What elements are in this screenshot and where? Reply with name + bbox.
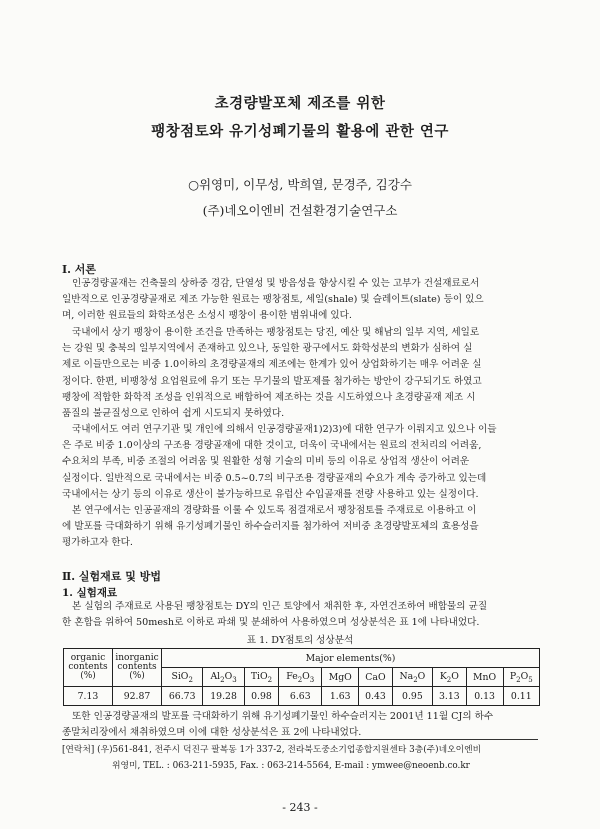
- table-row: [64, 687, 540, 706]
- text-line: 인공경량골재는 건축물의 상하중 경감, 단열성 및 방음성을 향상시킬 수 있는 고부가 건설재료로서: [72, 278, 480, 289]
- header-inorganic: inorganic contents (%): [113, 649, 162, 687]
- element-header: $Fe_2O_3$: [279, 668, 322, 687]
- organic-value: 7.13: [64, 687, 113, 706]
- element-value: 66.73: [162, 687, 203, 706]
- text-line: 일반적으로 인공경량골재로 제조 가능한 원료는 팽창점토, 세일(shale) 및 슬레이트(slate) 등이 있으: [62, 294, 484, 306]
- text-line: 국내에서도 여러 연구기관 및 개인에 의해서 인공경량골재1)2)3)에 대한 연구가 이뤄지고 있으나 이들: [72, 424, 497, 435]
- footnote-divider: [62, 739, 538, 740]
- element-header: $P_2O_5$: [503, 668, 539, 687]
- element-value: 0.98: [244, 687, 278, 706]
- element-value: 0.11: [503, 687, 539, 706]
- inorganic-value: 92.87: [113, 687, 162, 706]
- intro-paragraph-4: [62, 503, 546, 552]
- table-caption: 표 1. DY점토의 성상분석: [246, 635, 354, 646]
- subsection-heading-materials: 1. 실험재료: [62, 587, 118, 599]
- author-list: ○위영미, 이무성, 박희열, 문경주, 김강수: [188, 177, 412, 192]
- element-header: TiO$_2$: [244, 668, 278, 687]
- text-line: 은 주로 비중 1.0이상의 구조용 경량골재에 대한 것이고, 더욱이 국내에서는 원료의 전처리의 어려움,: [62, 440, 482, 452]
- contact-line-2: 위영미, TEL. : 063-211-5935, Fax. : 063-214-5564, E-mail : ymwee@neoenb.co.kr: [112, 761, 470, 771]
- section-heading-methods: Ⅱ. 실험재료 및 방법: [62, 570, 161, 583]
- header-organic: organic contents (%): [64, 649, 113, 687]
- element-header: $K_2O$: [433, 668, 467, 687]
- text-line: 며, 이러한 원료들의 화학조성은 소성시 팽창이 용이한 범위내에 있다.: [62, 310, 352, 322]
- paper-title-line1: 초경량발포체 제조를 위한: [214, 95, 386, 112]
- page-number: - 243 -: [282, 801, 318, 814]
- text-line: 제로 이들만으로는 비중 1.0이하의 초경량골재의 제조에는 한계가 있어 상업화하기는 매우 어려운 실: [62, 359, 482, 371]
- element-value: 19.28: [203, 687, 244, 706]
- element-value: 0.95: [392, 687, 432, 706]
- element-value: 3.13: [433, 687, 467, 706]
- text-line: 에 발포를 극대화하기 위해 유기성폐기물인 하수슬러지를 첨가하여 저비중 초경량발포체의 효용성을: [62, 521, 479, 533]
- element-header: SiO$_2$: [162, 668, 203, 687]
- text-line: 또한 인공경량골재의 발포를 극대화하기 위해 유기성폐기물인 하수슬러지는 2001년 11월 CJ의 하수: [72, 711, 494, 722]
- element-value: 0.13: [466, 687, 503, 706]
- text-line: 본 실험의 주재료로 사용된 팽창점토는 DY의 인근 토양에서 채취한 후, 자연건조하여 배합물의 균질: [72, 601, 488, 612]
- text-line: 국내에서는 상기 등의 이유로 생산이 불가능하므로 유럽산 수입골재를 전량 사용하고 있는 실정이다.: [62, 488, 479, 500]
- element-header: $Al_2O_3$: [203, 668, 244, 687]
- contact-line-1: [연락처] (우)561-841, 전주시 덕진구 팔복동 1가 337-2, 전라북도중소기업종합지원센타 3층(주)네오이엔비: [62, 745, 482, 755]
- text-line: 한 혼합을 위하여 50mesh로 이하로 파쇄 및 분쇄하여 사용하였으며 성상분석은 표 1에 나타내었다.: [62, 617, 480, 629]
- intro-paragraph-1: [62, 276, 546, 325]
- text-line: 팽창에 적합한 화학적 조성을 인위적으로 배합하여 제조하는 것을 시도하였으나 초경량골재 제조 시: [62, 391, 476, 403]
- header-major-elements: Major elements(%): [162, 649, 540, 668]
- paper-title-line2: 팽창점토와 유기성폐기물의 활용에 관한 연구: [151, 123, 449, 140]
- affiliation: (주)네오이엔비 건설환경기술연구소: [202, 203, 398, 218]
- clay-analysis-table: [63, 648, 540, 706]
- text-line: 정이다. 한편, 비팽창성 요업원료에 유기 또는 무기물의 발포제를 첨가하는 방안이 강구되기도 하였고: [62, 375, 482, 387]
- methods-paragraph-2: [62, 709, 546, 741]
- text-line: 종말처리장에서 채취하였으며 이에 대한 성상분석은 표 2에 나타내었다.: [62, 727, 362, 739]
- section-heading-intro: Ⅰ. 서론: [62, 263, 97, 276]
- element-header: MgO: [322, 668, 359, 687]
- element-header: $Na_2O$: [392, 668, 432, 687]
- text-line: 평가하고자 한다.: [62, 537, 133, 549]
- text-line: 국내에서 상기 팽창이 용이한 조건을 만족하는 팽창점토는 당진, 예산 및 해남의 일부 지역, 세일로: [72, 327, 480, 338]
- methods-paragraph-1: [62, 599, 546, 631]
- text-line: 품질의 불균질성으로 인하여 쉽게 시도되지 못하였다.: [62, 408, 285, 420]
- text-line: 는 강원 및 충북의 일부지역에서 존재하고 있으나, 동일한 광구에서도 화학성분의 변화가 심하여 실: [62, 343, 473, 355]
- intro-paragraph-2: [62, 325, 546, 422]
- element-value: 6.63: [279, 687, 322, 706]
- element-header: CaO: [359, 668, 393, 687]
- element-value: 0.43: [359, 687, 393, 706]
- intro-paragraph-3: [62, 422, 546, 503]
- text-line: 본 연구에서는 인공골재의 경량화를 이룰 수 있도록 점결재로서 팽창점토를 주재료로 이용하고 이: [72, 505, 477, 516]
- element-value: 1.63: [322, 687, 359, 706]
- text-line: 실정이다. 일반적으로 국내에서는 비중 0.5~0.7의 비구조용 경량골재의 수요가 계속 증가하고 있는데: [62, 472, 487, 484]
- element-header: MnO: [466, 668, 503, 687]
- text-line: 수요처의 부족, 비중 조절의 어려움 및 원활한 성형 기술의 미비 등의 이유로 상업적 생산이 어려운: [62, 456, 470, 468]
